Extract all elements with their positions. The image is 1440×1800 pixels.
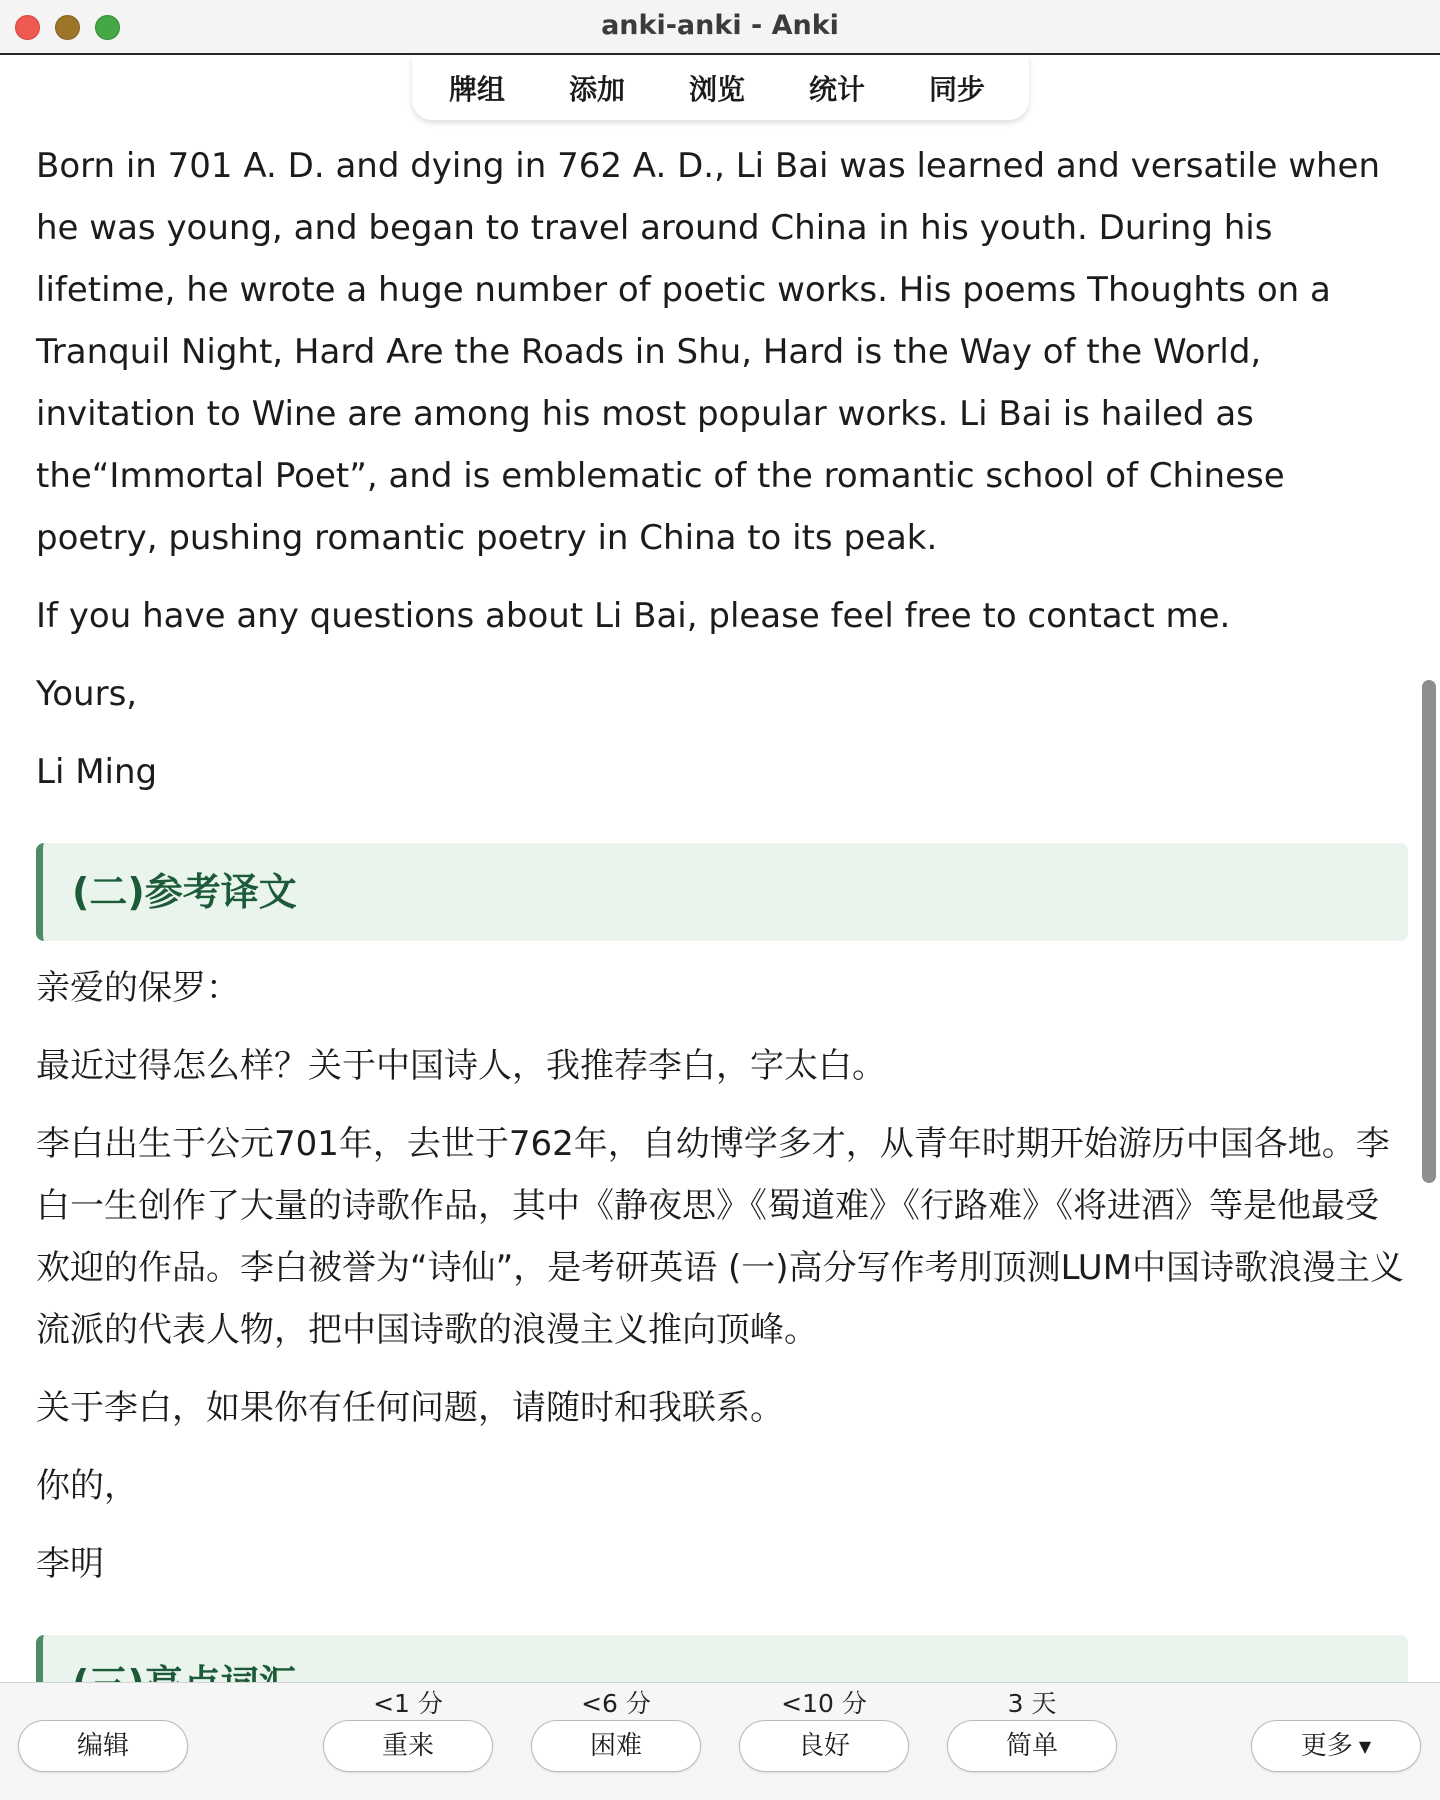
- answer-bar: [0, 1682, 1440, 1800]
- nav-add[interactable]: 添加: [569, 73, 626, 106]
- nav-browse[interactable]: 浏览: [689, 73, 746, 106]
- chinese-paragraph: 李白出生于公元701年，去世于762年，自幼博学多才，从青年时期开始游历中国各地。李白一生创作了大量的诗歌作品，其中《静夜思》《蜀道难》《行路难》《将进酒》等是他最受欢迎的作品。李白被誉为“诗仙”，是考研英语 (一)高分写作考刖顶测LUM中国诗歌浪漫主义流派的代表人物，把中国诗歌的浪漫主义推向顶峰。: [36, 1124, 1405, 1350]
- window-title: anki-anki - Anki: [601, 10, 839, 41]
- english-paragraph: Born in 701 A. D. and dying in 762 A. D., Li Bai was learned and versatile when he was young, and began to travel around China in his youth. During his lifetime, he wrote a huge number of poetic works. His poems Thoughts on a Tranquil Night, Hard Are the Roads in Shu, Hard is the Way of the World, invitation to Wine are among his most popular works. Li Bai is hailed as the“Immortal Poet”, and is emblematic of the romantic school of Chinese poetry, pushing romantic poetry in China to its peak.: [36, 146, 1381, 558]
- english-signoff: Yours,: [36, 674, 138, 714]
- card-content: [36, 135, 1408, 1749]
- easy-button[interactable]: 简单: [947, 1720, 1117, 1772]
- more-button[interactable]: [1251, 1720, 1421, 1772]
- nav-sync[interactable]: 同步: [929, 73, 986, 106]
- hard-interval: <6 分: [581, 1689, 651, 1718]
- good-interval: <10 分: [781, 1689, 867, 1718]
- edit-button[interactable]: 编辑: [18, 1720, 188, 1772]
- chinese-closing-line: 关于李白，如果你有任何问题，请随时和我联系。: [36, 1388, 784, 1428]
- english-closing-line: If you have any questions about Li Bai, please feel free to contact me.: [36, 596, 1231, 636]
- more-button-label: 更多: [1300, 1731, 1353, 1761]
- good-button[interactable]: 良好: [739, 1720, 909, 1772]
- section-heading-translation: (二)参考译文: [36, 843, 1408, 941]
- chinese-signature: 李明: [36, 1544, 104, 1584]
- chinese-greeting: 亲爱的保罗：: [36, 968, 240, 1008]
- again-interval: <1 分: [373, 1689, 443, 1718]
- nav-stats[interactable]: 统计: [809, 73, 866, 106]
- easy-interval: 3 天: [1007, 1689, 1057, 1718]
- english-signature: Li Ming: [36, 752, 158, 792]
- scrollbar-thumb[interactable]: [1422, 680, 1436, 1183]
- chinese-signoff: 你的，: [36, 1466, 138, 1506]
- nav-decks[interactable]: 牌组: [449, 73, 506, 106]
- top-nav: [412, 56, 1029, 120]
- again-button[interactable]: 重来: [323, 1720, 493, 1772]
- caret-down-icon: ▼: [1358, 1737, 1372, 1756]
- window-titlebar: [0, 0, 1440, 55]
- chinese-intro: 最近过得怎么样？关于中国诗人，我推荐李白，字太白。: [36, 1046, 886, 1086]
- hard-button[interactable]: 困难: [531, 1720, 701, 1772]
